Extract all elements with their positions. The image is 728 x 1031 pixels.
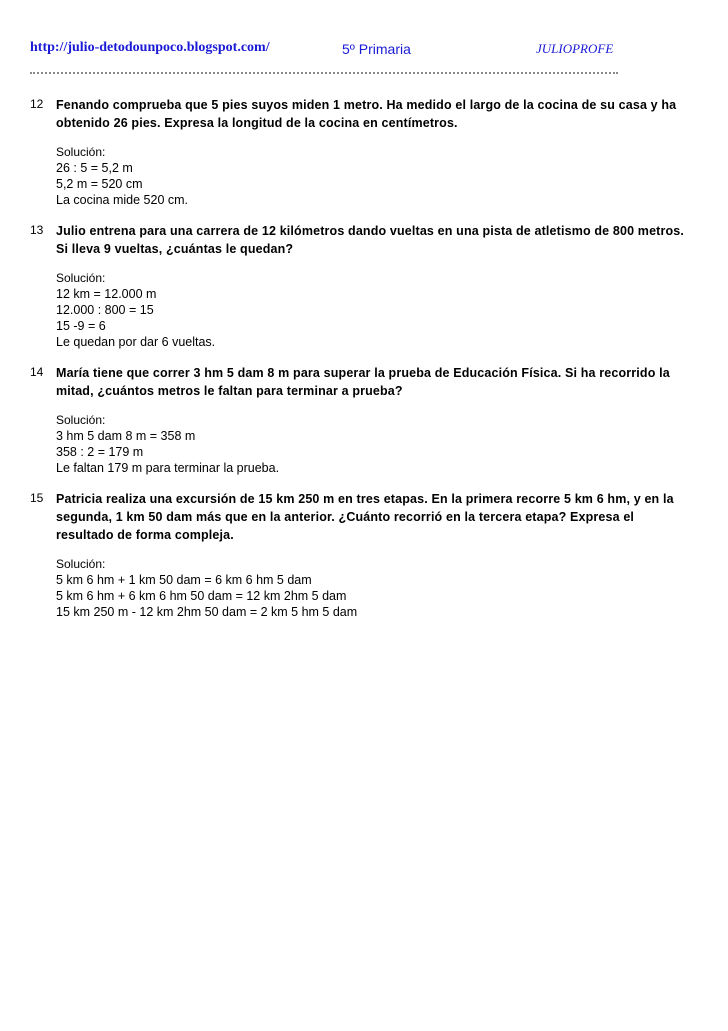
solution-line: 3 hm 5 dam 8 m = 358 m — [56, 429, 196, 443]
problem-list — [30, 96, 690, 634]
solution-label: Solución: — [56, 271, 106, 285]
solution-label: Solución: — [56, 413, 106, 427]
solution-line: 5 km 6 hm + 1 km 50 dam = 6 km 6 hm 5 dam — [56, 573, 312, 587]
problem-14 — [30, 364, 690, 476]
solution-line: Le quedan por dar 6 vueltas. — [56, 335, 216, 349]
problem-statement: María tiene que correr 3 hm 5 dam 8 m para superar la prueba de Educación Física. Si ha recorrido la mitad, ¿cuántos metros le faltan para terminar a prueba? — [56, 366, 670, 398]
solution-line: 26 : 5 = 5,2 m — [56, 161, 133, 175]
solution-line: Le faltan 179 m para terminar la prueba. — [56, 461, 280, 475]
solution-line: 15 km 250 m - 12 km 2hm 50 dam = 2 km 5 hm 5 dam — [56, 605, 358, 619]
problem-13 — [30, 222, 690, 350]
dotted-divider — [30, 72, 618, 74]
problem-number: 13 — [30, 223, 44, 237]
solution-line: 5,2 m = 520 cm — [56, 177, 143, 191]
solution-label: Solución: — [56, 557, 106, 571]
solution-line: 5 km 6 hm + 6 km 6 hm 50 dam = 12 km 2hm 5 dam — [56, 589, 347, 603]
problem-statement: Julio entrena para una carrera de 12 kilómetros dando vueltas en una pista de atletismo de 800 metros. Si lleva 9 vueltas, ¿cuántas le quedan? — [56, 224, 685, 256]
solution-line: 12.000 : 800 = 15 — [56, 303, 154, 317]
problem-12 — [30, 96, 690, 208]
problem-statement: Patricia realiza una excursión de 15 km 250 m en tres etapas. En la primera recorre 5 km 6 hm, y en la segunda, 1 km 50 dam más que en la anterior. ¿Cuánto recorrió en la tercera etapa? Expresa el resultado de forma compleja. — [56, 492, 674, 542]
page-header — [30, 40, 690, 62]
blog-url-link[interactable]: http://julio-detodounpoco.blogspot.com/ — [30, 40, 270, 55]
solution-line: 12 km = 12.000 m — [56, 287, 157, 301]
problem-number: 15 — [30, 491, 44, 505]
solution-line: 15 -9 = 6 — [56, 319, 106, 333]
grade-label: 5º Primaria — [342, 41, 411, 57]
problem-number: 14 — [30, 365, 44, 379]
solution-line: 358 : 2 = 179 m — [56, 445, 144, 459]
solution-label: Solución: — [56, 145, 106, 159]
problem-statement: Fenando comprueba que 5 pies suyos miden 1 metro. Ha medido el largo de la cocina de su casa y ha obtenido 26 pies. Expresa la longitud de la cocina en centímetros. — [56, 98, 677, 130]
solution-line: La cocina mide 520 cm. — [56, 193, 189, 207]
problem-15 — [30, 490, 690, 620]
problem-number: 12 — [30, 97, 44, 111]
author-label: JULIOPROFE — [536, 41, 614, 56]
